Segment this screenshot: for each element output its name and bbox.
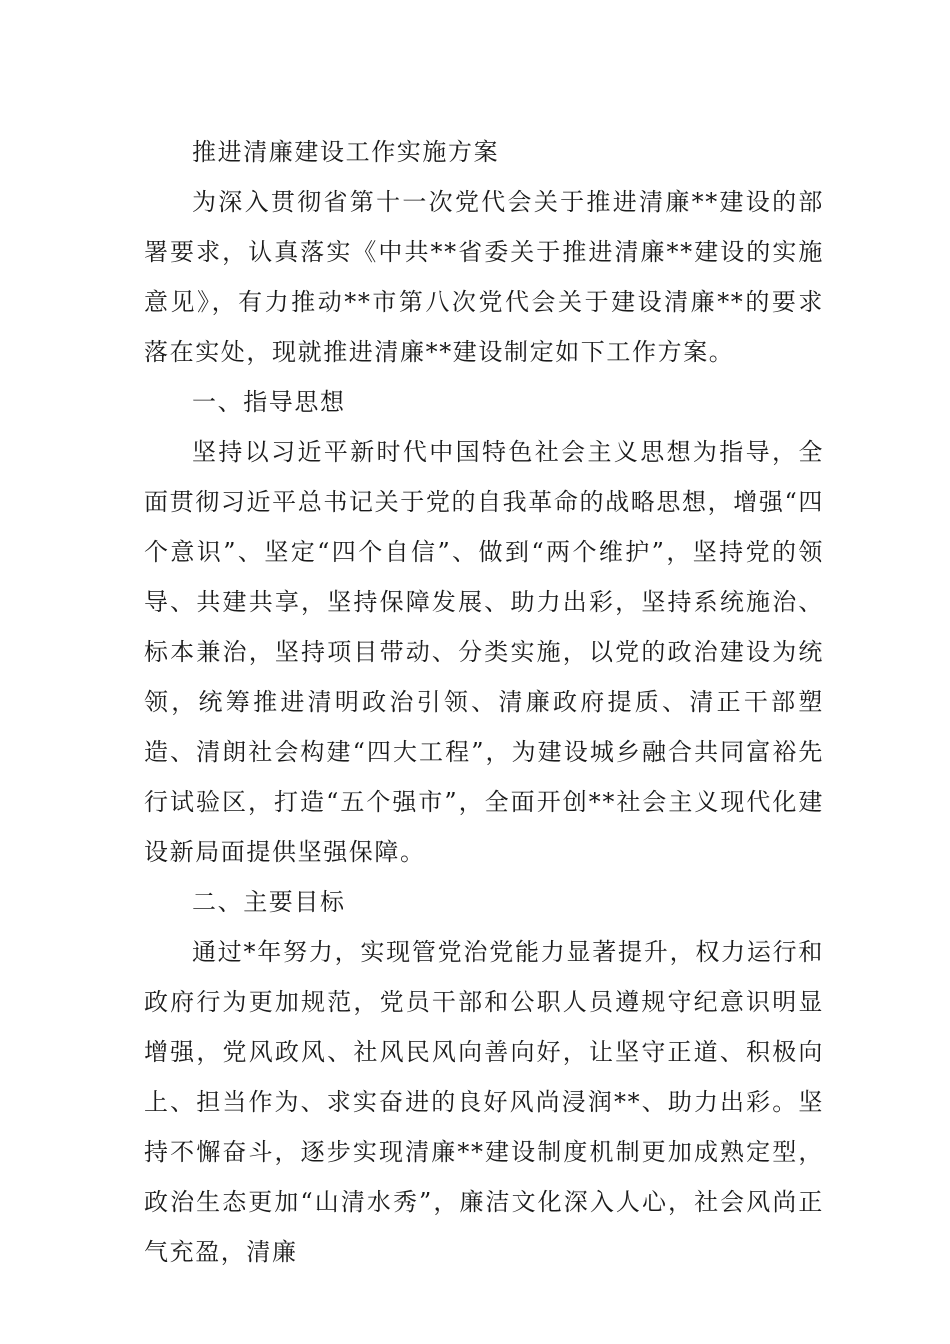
section-heading-guiding-thought: 一、指导思想 <box>192 388 346 416</box>
guiding-thought-paragraph: 坚持以习近平新时代中国特色社会主义思想为指导，全面贯彻习近平总书记关于党的自我革命的战略思想，增强“四个意识”、坚定“四个自信”、做到“两个维护”，坚持党的领导、共建共享，坚持保障发展、助力出彩，坚持系统施治、标本兼治，坚持项目带动、分类实施，以党的政治建设为统领，统筹推进清明政治引领、清廉政府提质、清正干部塑造、清朗社会构建“四大工程”，为建设城乡融合共同富裕先行试验区，打造“五个强市”，全面开创**社会主义现代化建设新局面提供坚强保障。 <box>144 438 824 866</box>
document-title: 推进清廉建设工作实施方案 <box>192 138 500 166</box>
section-heading-main-goals: 二、主要目标 <box>192 888 346 916</box>
main-goals-paragraph: 通过*年努力，实现管党治党能力显著提升，权力运行和政府行为更加规范，党员干部和公职人员遵规守纪意识明显增强，党风政风、社风民风向善向好，让坚守正道、积极向上、担当作为、求实奋进的良好风尚浸润**、助力出彩。坚持不懈奋斗，逐步实现清廉**建设制度机制更加成熟定型，政治生态更加“山清水秀”，廉洁文化深入人心，社会风尚正气充盈，清廉 <box>144 938 824 1266</box>
document-body <box>144 127 824 1277</box>
intro-paragraph: 为深入贯彻省第十一次党代会关于推进清廉**建设的部署要求，认真落实《中共**省委关于推进清廉**建设的实施意见》，有力推动**市第八次党代会关于建设清廉**的要求落在实处，现就推进清廉**建设制定如下工作方案。 <box>144 188 824 366</box>
